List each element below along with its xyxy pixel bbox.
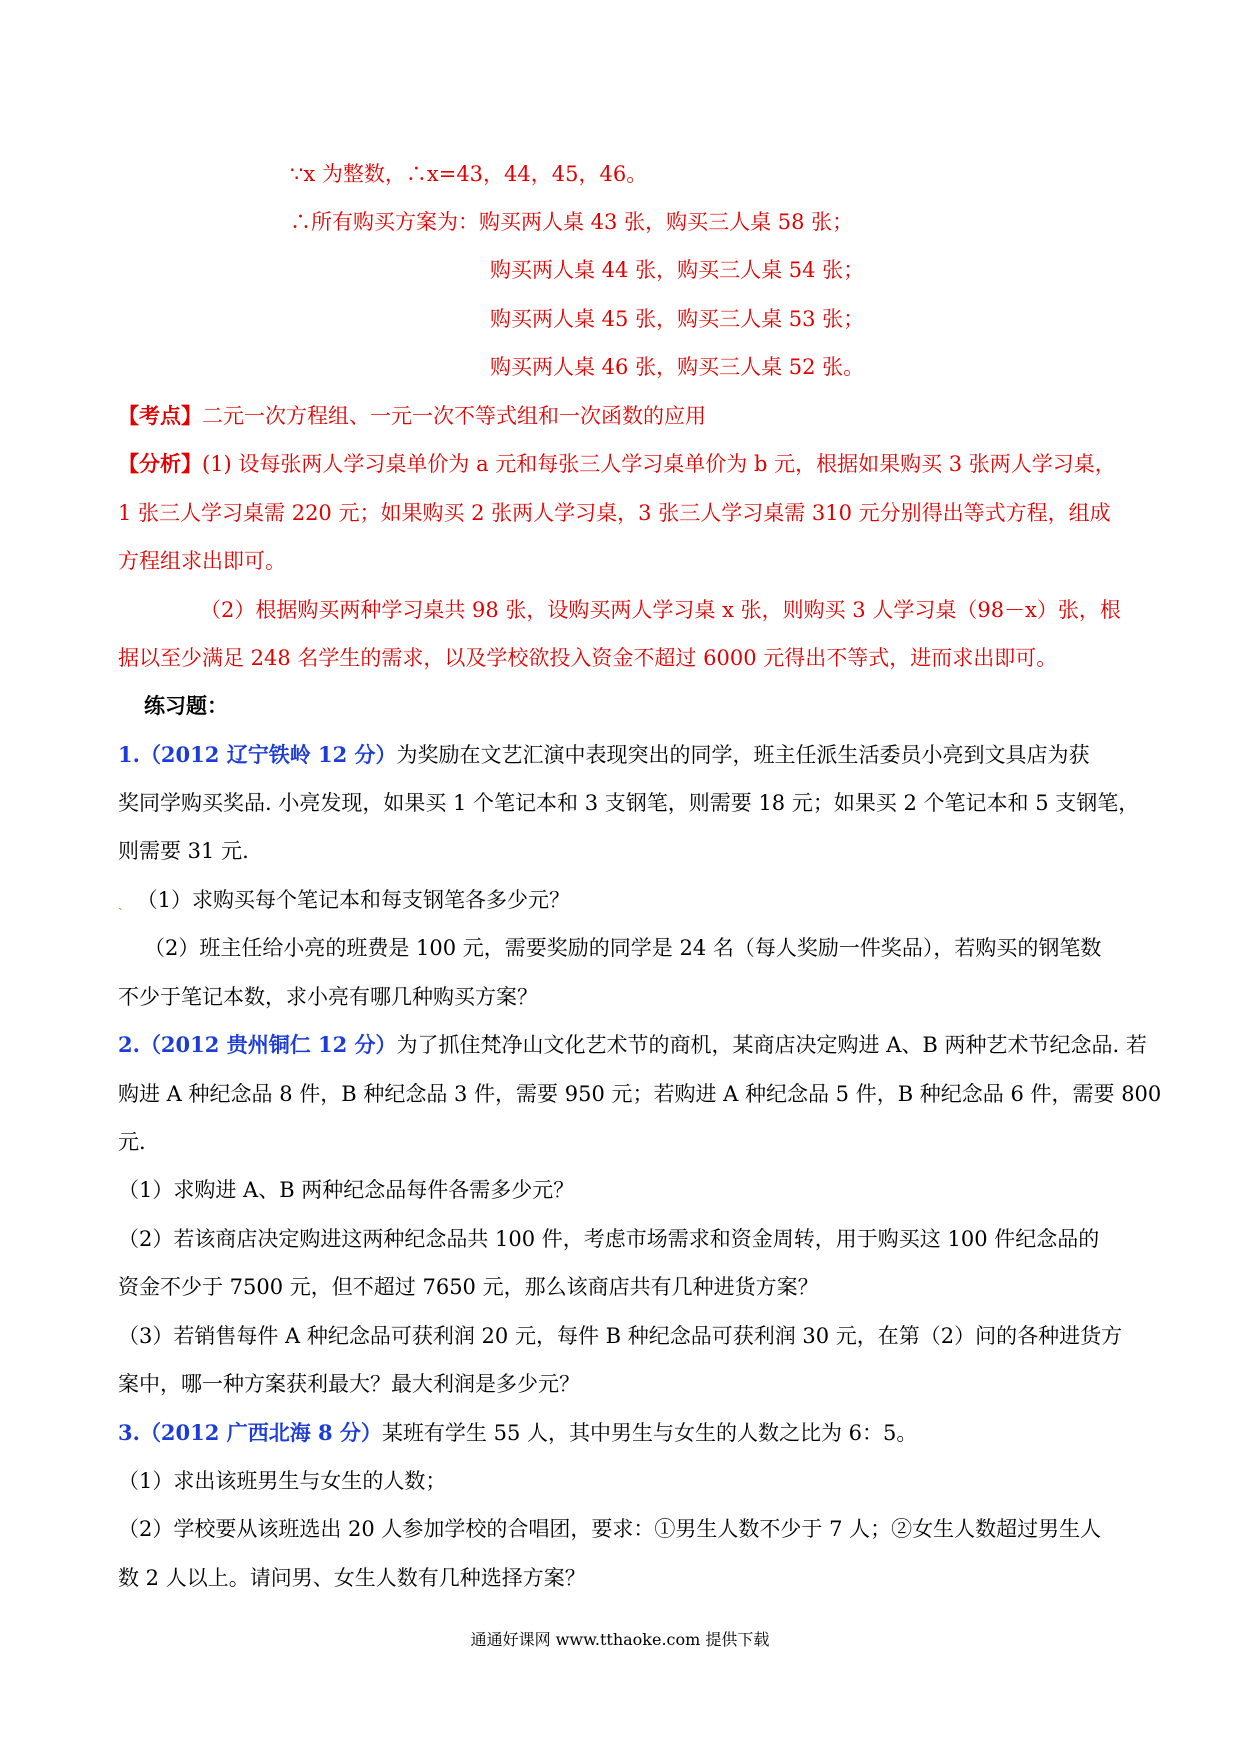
kaodian-line — [118, 401, 706, 431]
kaodian-text: 二元一次方程组、一元一次不等式组和一次函数的应用 — [202, 404, 706, 428]
kaodian-label: 【考点】 — [118, 403, 202, 428]
problem-2-q2-line-1: （2）若该商店决定购进这两种纪念品共 100 件，考虑市场需求和资金周转，用于购买这 100 件纪念品的 — [118, 1227, 1100, 1251]
fenxi-line-3: 方程组求出即可。 — [118, 549, 286, 573]
fenxi-text-1: (1) 设每张两人学习桌单价为 a 元和每张三人学习桌单价为 b 元，根据如果购买 3 张两人学习桌， — [202, 452, 1116, 476]
problem-2-number: 2. — [118, 1032, 140, 1057]
fenxi-line-5: 据以至少满足 248 名学生的需求，以及学校欲投入资金不超过 6000 元得出不等式，进而求出即可。 — [118, 646, 1058, 670]
problem-1-line-1 — [118, 740, 1090, 770]
problem-1-line-3: 则需要 31 元. — [118, 839, 249, 863]
fenxi-label: 【分析】 — [118, 451, 202, 476]
problem-3-line-1 — [118, 1418, 917, 1448]
problem-1-line-2: 奖同学购买奖品. 小亮发现，如果买 1 个笔记本和 3 支钢笔，则需要 18 元；如果买 2 个笔记本和 5 支钢笔， — [118, 791, 1140, 815]
problem-3-source: （2012 广西北海 8 分） — [139, 1420, 382, 1445]
problem-1-q2-line-1: （2）班主任给小亮的班费是 100 元，需要奖励的同学是 24 名（每人奖励一件奖品），若购买的钢笔数 — [144, 936, 1102, 960]
problem-1-text-1: 为奖励在文艺汇演中表现突出的同学，班主任派生活委员小亮到文具店为获 — [396, 743, 1090, 767]
problem-1-q1 — [118, 885, 570, 918]
fenxi-line-1 — [118, 449, 1116, 479]
problem-2-line-3: 元. — [118, 1130, 146, 1154]
solution-line-2: ∴所有购买方案为：购买两人桌 43 张，购买三人桌 58 张； — [290, 210, 854, 234]
problem-3-q1: （1）求出该班男生与女生的人数； — [118, 1469, 447, 1493]
problem-3-q2-line-1: （2）学校要从该班选出 20 人参加学校的合唱团，要求：①男生人数不少于 7 人；②女生人数超过男生人 — [118, 1517, 1102, 1541]
problem-2-q2-line-2: 资金不少于 7500 元，但不超过 7650 元，那么该商店共有几种进货方案？ — [118, 1275, 819, 1299]
fenxi-line-4: （2）根据购买两种学习桌共 98 张，设购买两人学习桌 x 张，则购买 3 人学习桌（98－x）张，根 — [200, 598, 1121, 622]
problem-2-text-1: 为了抓住梵净山文化艺术节的商机，某商店决定购进 A、B 两种艺术节纪念品. 若 — [396, 1033, 1147, 1057]
problem-1-q1-text: （1）求购买每个笔记本和每支钢笔各多少元？ — [136, 888, 571, 912]
practice-title: 练习题： — [144, 693, 228, 718]
problem-2-line-1 — [118, 1030, 1147, 1060]
problem-2-source: （2012 贵州铜仁 12 分） — [139, 1032, 397, 1057]
problem-2-q3-line-1: （3）若销售每件 A 种纪念品可获利润 20 元，每件 B 种纪念品可获利润 30 元，在第（2）问的各种进货方 — [118, 1324, 1123, 1348]
solution-line-4: 购买两人桌 45 张，购买三人桌 53 张； — [490, 307, 865, 331]
problem-2-q3-line-2: 案中，哪一种方案获利最大？最大利润是多少元？ — [118, 1372, 580, 1396]
problem-2-line-2: 购进 A 种纪念品 8 件，B 种纪念品 3 件，需要 950 元；若购进 A 种纪念品 5 件，B 种纪念品 6 件，需要 800 — [118, 1082, 1162, 1106]
problem-1-number: 1. — [118, 742, 140, 767]
problem-3-number: 3. — [118, 1420, 140, 1445]
solution-line-5: 购买两人桌 46 张，购买三人桌 52 张。 — [490, 355, 865, 379]
problem-2-q1: （1）求购进 A、B 两种纪念品每件各需多少元？ — [118, 1178, 575, 1202]
tick-mark-icon: ˏ — [118, 895, 123, 911]
solution-line-1: ∵x 为整数，∴x=43，44，45，46。 — [290, 162, 648, 186]
fenxi-line-2: 1 张三人学习桌需 220 元；如果购买 2 张两人学习桌，3 张三人学习桌需 310 元分别得出等式方程，组成 — [118, 501, 1111, 525]
problem-3-text-1: 某班有学生 55 人，其中男生与女生的人数之比为 6：5。 — [381, 1421, 918, 1445]
problem-1-q2-line-2: 不少于笔记本数，求小亮有哪几种购买方案？ — [118, 985, 538, 1009]
problem-3-q2-line-2: 数 2 人以上。请问男、女生人数有几种选择方案？ — [118, 1566, 586, 1590]
solution-line-3: 购买两人桌 44 张，购买三人桌 54 张； — [490, 258, 865, 282]
page-footer: 通通好课网 www.tthaoke.com 提供下载 — [470, 1630, 770, 1649]
problem-1-source: （2012 辽宁铁岭 12 分） — [139, 742, 397, 767]
